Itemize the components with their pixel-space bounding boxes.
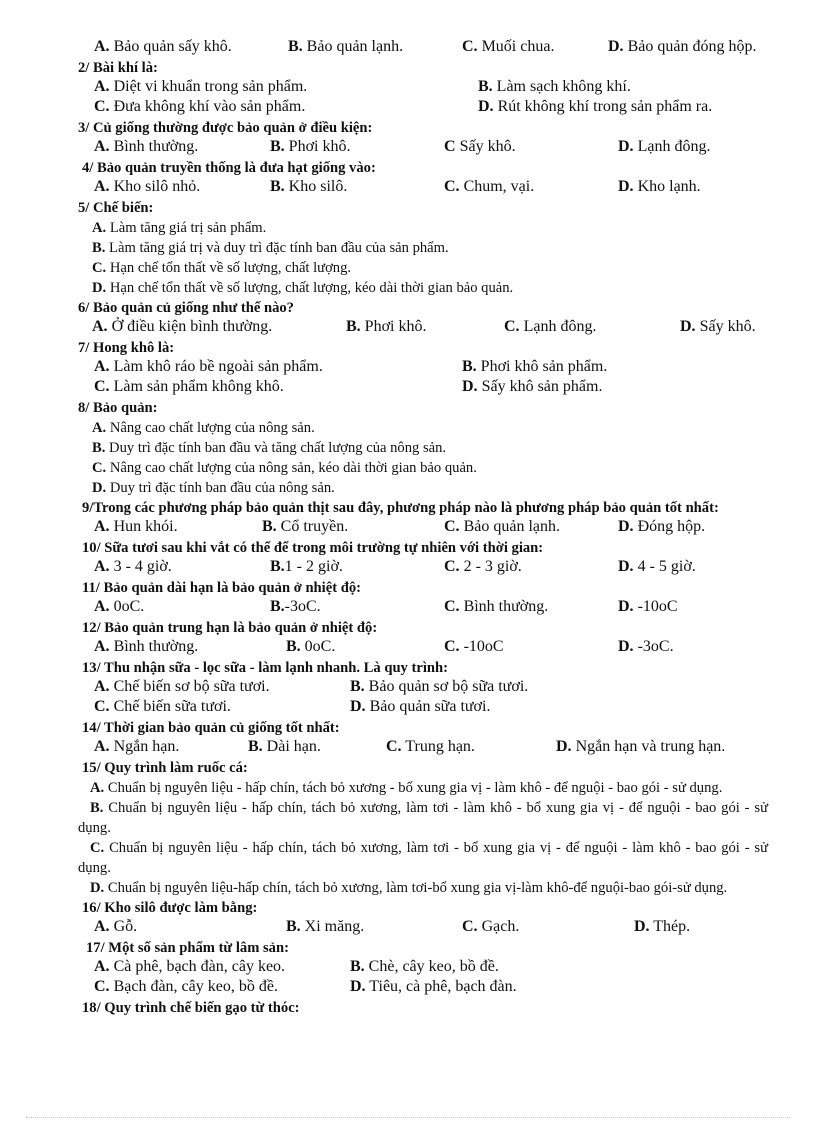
q8-option-d: D. Duy trì đặc tính ban đầu của nông sản.	[92, 480, 335, 496]
q15-option-a: A. Chuẩn bị nguyên liệu - hấp chín, tách bỏ xương - bổ xung gia vị - làm khô - để nguội - bao gói - sử dụng.	[90, 780, 723, 796]
q10-option-c: C. 2 - 3 giờ.	[444, 558, 522, 575]
page-bottom-rule	[26, 1117, 790, 1118]
q2-option-a: A. Diệt vi khuẩn trong sản phẩm.	[94, 78, 308, 95]
q1-option-d: D. Bảo quản đóng hộp.	[608, 38, 757, 55]
q15-option-c: C. Chuẩn bị nguyên liệu - hấp chín, tách bỏ xương, làm tơi - bổ xung gia vị - để nguội - làm khô - bao gói - sử dụng.	[78, 840, 768, 876]
q13-option-b: B. Bảo quản sơ bộ sữa tươi.	[350, 678, 529, 695]
q17-options-row2	[78, 978, 778, 998]
q17-option-a: A. Cà phê, bạch đàn, cây keo.	[94, 958, 286, 975]
q1-option-a: A. Bảo quản sấy khô.	[94, 38, 232, 55]
q6-options	[78, 318, 778, 338]
q7-option-c: C. Làm sản phẩm không khô.	[94, 378, 284, 395]
q18-title: 18/ Quy trình chế biến gạo từ thóc:	[82, 1000, 300, 1016]
q12-option-b: B. 0oC.	[286, 638, 336, 655]
q16-option-c: C. Gạch.	[462, 918, 520, 935]
q10-options	[78, 558, 778, 578]
q3-options	[78, 138, 778, 158]
q12-option-c: C. -10oC	[444, 638, 504, 655]
q6-option-d: D. Sấy khô.	[680, 318, 756, 335]
q6-option-c: C. Lạnh đông.	[504, 318, 597, 335]
q4-option-b: B. Kho silô.	[270, 178, 348, 195]
q2-title: 2/ Bài khí là:	[78, 60, 158, 76]
q13-options-row1	[78, 678, 778, 698]
q4-option-d: D. Kho lạnh.	[618, 178, 701, 195]
q13-title: 13/ Thu nhận sữa - lọc sữa - làm lạnh nhanh. Là quy trình:	[82, 660, 448, 676]
q9-option-b: B. Cổ truyền.	[262, 518, 349, 535]
q10-option-b: B.1 - 2 giờ.	[270, 558, 343, 575]
q7-options-row2	[78, 378, 778, 398]
q3-title: 3/ Củ giống thường được bảo quản ở điều kiện:	[78, 120, 373, 136]
q5-option-c: C. Hạn chế tổn thất về số lượng, chất lượng.	[92, 260, 352, 276]
q5-option-d: D. Hạn chế tổn thất về số lượng, chất lượng, kéo dài thời gian bảo quản.	[92, 280, 514, 296]
q7-option-a: A. Làm khô ráo bề ngoài sản phẩm.	[94, 358, 323, 375]
q12-options	[78, 638, 778, 658]
q14-option-d: D. Ngắn hạn và trung hạn.	[556, 738, 726, 755]
q5-title: 5/ Chế biến:	[78, 200, 154, 216]
q16-option-a: A. Gỗ.	[94, 918, 138, 935]
question-sheet	[78, 38, 778, 1018]
q8-option-c: C. Nâng cao chất lượng của nông sản, kéo dài thời gian bảo quản.	[92, 460, 477, 476]
q13-option-c: C. Chế biến sữa tươi.	[94, 698, 231, 715]
q9-option-a: A. Hun khói.	[94, 518, 178, 535]
q6-title: 6/ Bảo quản củ giống như thế nào?	[78, 300, 294, 316]
q14-option-c: C. Trung hạn.	[386, 738, 475, 755]
q6-option-b: B. Phơi khô.	[346, 318, 427, 335]
q3-option-d: D. Lạnh đông.	[618, 138, 711, 155]
q16-option-b: B. Xi măng.	[286, 918, 365, 935]
q4-option-a: A. Kho silô nhỏ.	[94, 178, 201, 195]
q3-option-b: B. Phơi khô.	[270, 138, 351, 155]
q4-title: 4/ Bảo quản truyền thống là đưa hạt giống vào:	[82, 160, 376, 176]
q13-option-a: A. Chế biến sơ bộ sữa tươi.	[94, 678, 270, 695]
q7-options-row1	[78, 358, 778, 378]
q7-option-b: B. Phơi khô sản phẩm.	[462, 358, 608, 375]
q12-title: 12/ Bảo quản trung hạn là bảo quản ở nhiệt độ:	[82, 620, 378, 636]
q15-title: 15/ Quy trình làm ruốc cá:	[82, 760, 248, 776]
q3-option-c: C Sấy khô.	[444, 138, 516, 155]
q7-option-d: D. Sấy khô sản phẩm.	[462, 378, 603, 395]
q10-title: 10/ Sữa tươi sau khi vắt có thể để trong môi trường tự nhiên với thời gian:	[82, 540, 544, 556]
q15-option-d: D. Chuẩn bị nguyên liệu-hấp chín, tách bỏ xương, làm tơi-bổ xung gia vị-làm khô-để nguội-bao gói-sử dụng.	[90, 880, 728, 896]
q12-option-a: A. Bình thường.	[94, 638, 199, 655]
q11-options	[78, 598, 778, 618]
q11-option-a: A. 0oC.	[94, 598, 145, 615]
q2-options-row1	[78, 78, 778, 98]
q14-option-a: A. Ngắn hạn.	[94, 738, 180, 755]
q1-option-c: C. Muối chua.	[462, 38, 555, 55]
q9-options	[78, 518, 778, 538]
q16-options	[78, 918, 778, 938]
q16-option-d: D. Thép.	[634, 918, 691, 935]
q15-option-b: B. Chuẩn bị nguyên liệu - hấp chín, tách bỏ xương, làm tơi - làm khô - bổ xung gia vị - để nguội - bao gói - sử dụng.	[78, 800, 768, 836]
q13-options-row2	[78, 698, 778, 718]
q2-option-b: B. Làm sạch không khí.	[478, 78, 631, 95]
q17-option-d: D. Tiêu, cà phê, bạch đàn.	[350, 978, 517, 995]
q14-options	[78, 738, 778, 758]
q5-option-a: A. Làm tăng giá trị sản phẩm.	[92, 220, 267, 236]
q9-option-c: C. Bảo quản lạnh.	[444, 518, 560, 535]
q2-options-row2	[78, 98, 778, 118]
q11-title: 11/ Bảo quản dài hạn là bảo quản ở nhiệt độ:	[82, 580, 361, 596]
q17-option-c: C. Bạch đàn, cây keo, bồ đề.	[94, 978, 278, 995]
q1-option-b: B. Bảo quản lạnh.	[288, 38, 404, 55]
q3-option-a: A. Bình thường.	[94, 138, 199, 155]
q6-option-a: A. Ở điều kiện bình thường.	[92, 318, 273, 335]
q12-option-d: D. -3oC.	[618, 638, 674, 655]
q11-option-d: D. -10oC	[618, 598, 678, 615]
q16-title: 16/ Kho silô được làm bằng:	[82, 900, 258, 916]
q8-title: 8/ Bảo quản:	[78, 400, 158, 416]
q13-option-d: D. Bảo quản sữa tươi.	[350, 698, 491, 715]
q9-title: 9/Trong các phương pháp bảo quản thịt sau đây, phương pháp nào là phương pháp bảo quản tốt nhất:	[82, 500, 719, 516]
q17-option-b: B. Chè, cây keo, bồ đề.	[350, 958, 499, 975]
q4-option-c: C. Chum, vại.	[444, 178, 535, 195]
q5-option-b: B. Làm tăng giá trị và duy trì đặc tính ban đầu của sản phẩm.	[92, 240, 449, 256]
q17-title: 17/ Một số sản phẩm từ lâm sản:	[86, 940, 289, 956]
q14-title: 14/ Thời gian bảo quản củ giống tốt nhất:	[82, 720, 340, 736]
q14-option-b: B. Dài hạn.	[248, 738, 321, 755]
q11-option-b: B.-3oC.	[270, 598, 321, 615]
q8-option-a: A. Nâng cao chất lượng của nông sản.	[92, 420, 315, 436]
q1-options	[78, 38, 778, 58]
q2-option-c: C. Đưa không khí vào sản phẩm.	[94, 98, 306, 115]
q7-title: 7/ Hong khô là:	[78, 340, 175, 356]
q8-option-b: B. Duy trì đặc tính ban đầu và tăng chất lượng của nông sản.	[92, 440, 447, 456]
q11-option-c: C. Bình thường.	[444, 598, 549, 615]
q2-option-d: D. Rút không khí trong sản phẩm ra.	[478, 98, 713, 115]
q10-option-a: A. 3 - 4 giờ.	[94, 558, 172, 575]
q17-options-row1	[78, 958, 778, 978]
q10-option-d: D. 4 - 5 giờ.	[618, 558, 696, 575]
q4-options	[78, 178, 778, 198]
q9-option-d: D. Đóng hộp.	[618, 518, 706, 535]
